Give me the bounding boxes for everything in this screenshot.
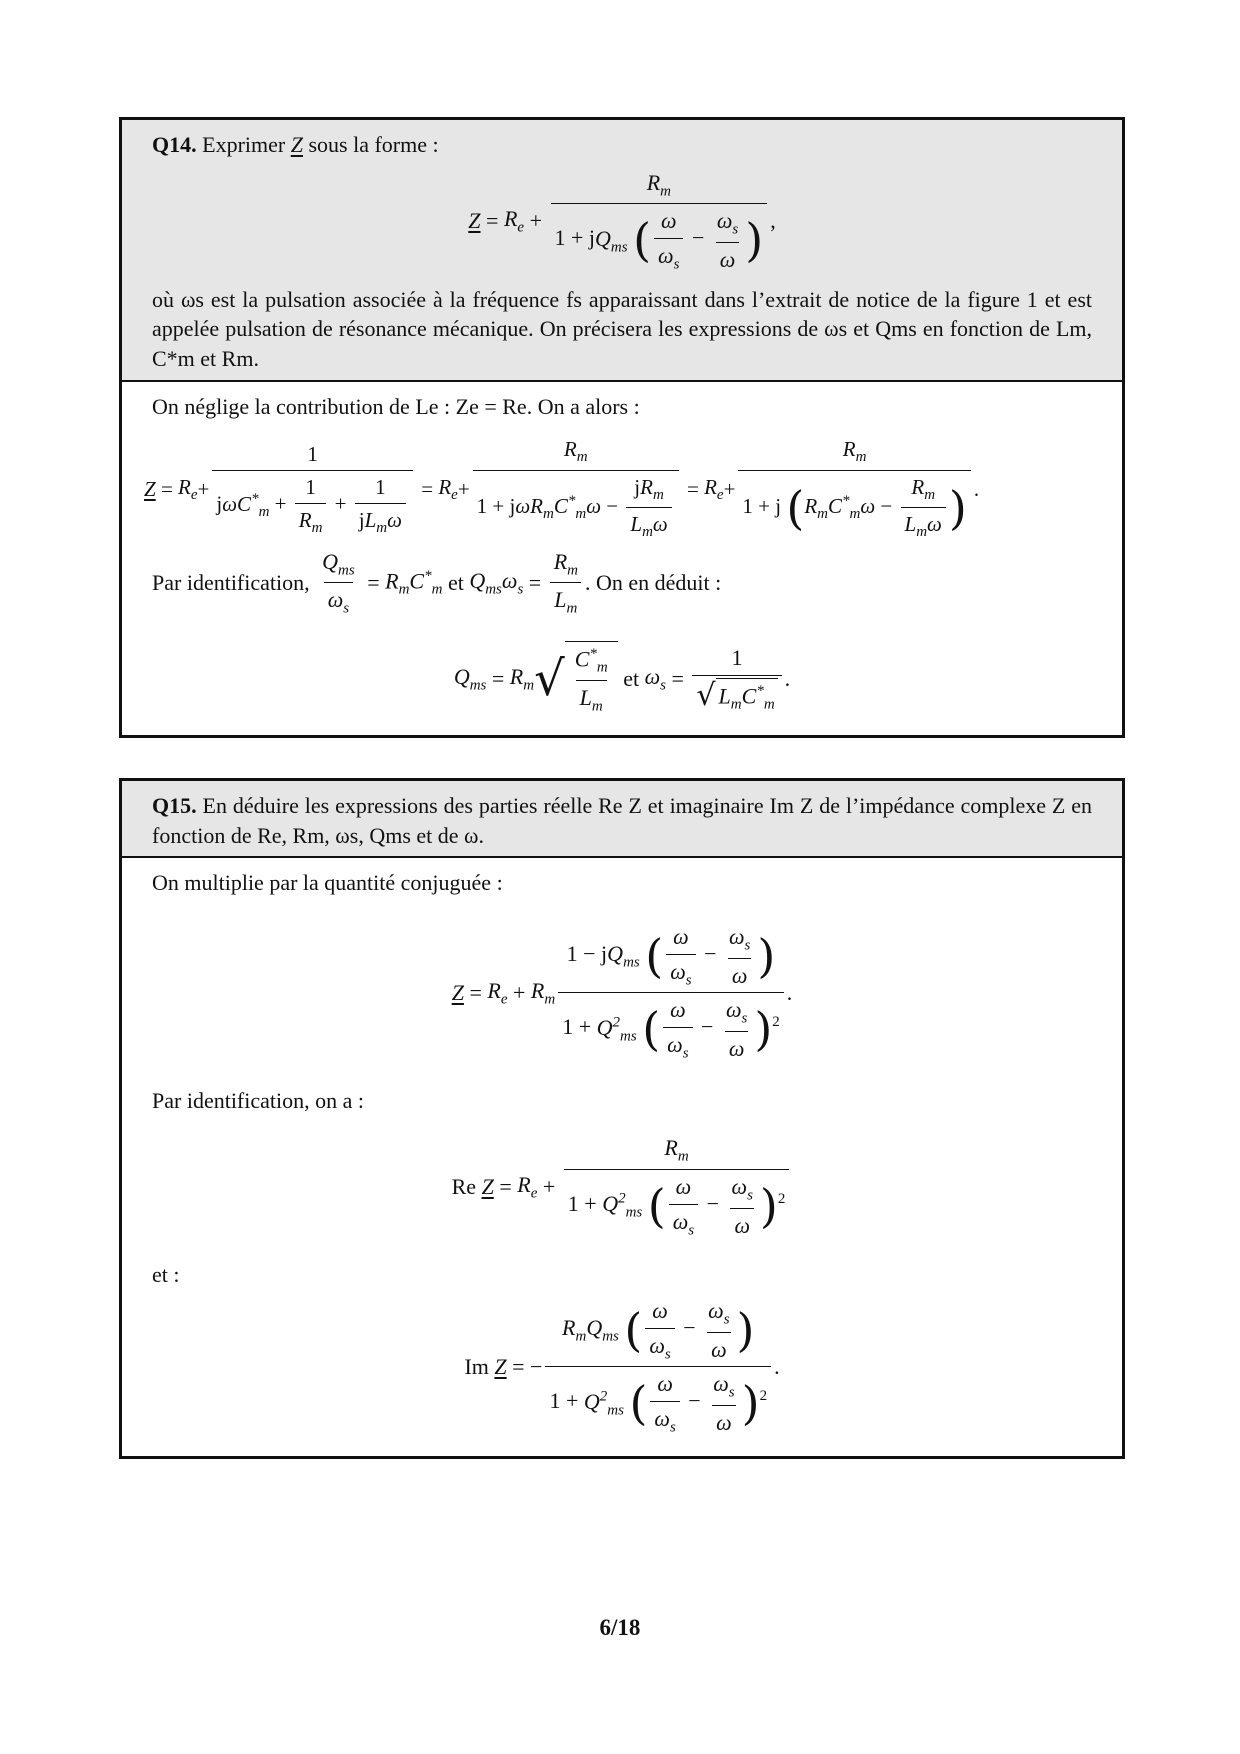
a15-conjugate-equation: Z = $R_e$ + $R_m$ $1 - jQ_{ms}$ ( $\frac{\omega}{\omega_s}$ − $\frac{\omega_s}{\omega}$ ) $1 + Q^2_{ms}$ ( $\frac{\omega}{\omega_s}$ − $\frac{\omega_s}{\omega}$ )$^2$ . <box>152 922 1092 1064</box>
q14-intro: Exprimer <box>202 132 286 157</box>
a15-intro: On multiplie par la quantité conjuguée : <box>152 870 503 896</box>
q14-question <box>122 120 1122 382</box>
q15-box <box>119 778 1125 1459</box>
a15-identification: Par identification, on a : <box>152 1087 364 1113</box>
page-number: 6/18 <box>599 1615 641 1640</box>
q14-prompt: Q14. Exprimer Z sous la forme : <box>152 132 439 157</box>
a15-real-part: Re Z = $R_e$ + $R_m$ $1 + Q^2_{ms}$ ( $\frac{\omega}{\omega_s}$ − $\frac{\omega_s}{\omega}$ )$^2$ <box>152 1133 1092 1240</box>
q14-label: Q14. <box>152 132 197 157</box>
a14-equation-1: Z = $R_e$ + 1 jωC*$_m$ + $\frac{1}{R_m}$ + $\frac{1}{jL_m\omega}$ = $R_e$ + $R_m$ $1 + j\omega R_mC^*_m\omega$ − $\frac{jR_m}{L_m\omega}$ = $R_e$ + $R_m$ 1 + j ($R_mC^*_m\omega$ − $\frac{R_m}{L_m\omega}$ ) . <box>144 435 1092 542</box>
q14-target-equation: Z = $R_e$ + $R_m$ $1 + jQ_{ms}$ ( $\frac{\omega}{\omega_s}$ − $\frac{\omega_s}{\omega}$ ) , <box>152 168 1092 275</box>
a15-et: et : <box>152 1262 180 1288</box>
q15-text: En déduire les expressions des parties réelle Re Z et imaginaire Im Z de l’impédance complexe Z en fonction de Re, Rm, ωs, Qms et de ω. <box>152 793 1093 848</box>
a14-identification: Par identification, $\frac{Q_{ms}}{\omega_s}$ = $R_mC^*_m$ et $Q_{ms}\omega_s$ = $\frac{R_m}{L_m}$ . On en déduit : <box>152 547 1092 619</box>
q14-intro-end: sous la forme : <box>308 132 439 157</box>
a14-result: $Q_{ms}$ = $R_m$ √ $\frac{C^*_m}{L_m}$ et $\omega_s$ = 1 √ $L_mC^*_m$ . <box>152 641 1092 717</box>
q15-question <box>122 781 1122 858</box>
a14-answer <box>122 382 1122 735</box>
a15-answer <box>122 858 1122 1455</box>
a14-intro: On néglige la contribution de Le : Ze = Re. On a alors : <box>152 393 640 419</box>
q14-text: où ωs est la pulsation associée à la fréquence fs apparaissant dans l’extrait de notice de la figure 1 et est appelée pulsation de résonance mécanique. On précisera les expressions de ωs et Qms en fonction de Lm, C*m et Rm. <box>152 286 1092 372</box>
q15-prompt <box>152 791 1092 850</box>
q14-box <box>119 117 1125 738</box>
a15-imaginary-part: Im Z = − $R_mQ_{ms}$ ( $\frac{\omega}{\omega_s}$ − $\frac{\omega_s}{\omega}$ ) $1 + Q^2_{ms}$ ( $\frac{\omega}{\omega_s}$ − $\frac{\omega_s}{\omega}$ )$^2$ . <box>152 1296 1092 1438</box>
q15-label: Q15. <box>152 793 197 818</box>
